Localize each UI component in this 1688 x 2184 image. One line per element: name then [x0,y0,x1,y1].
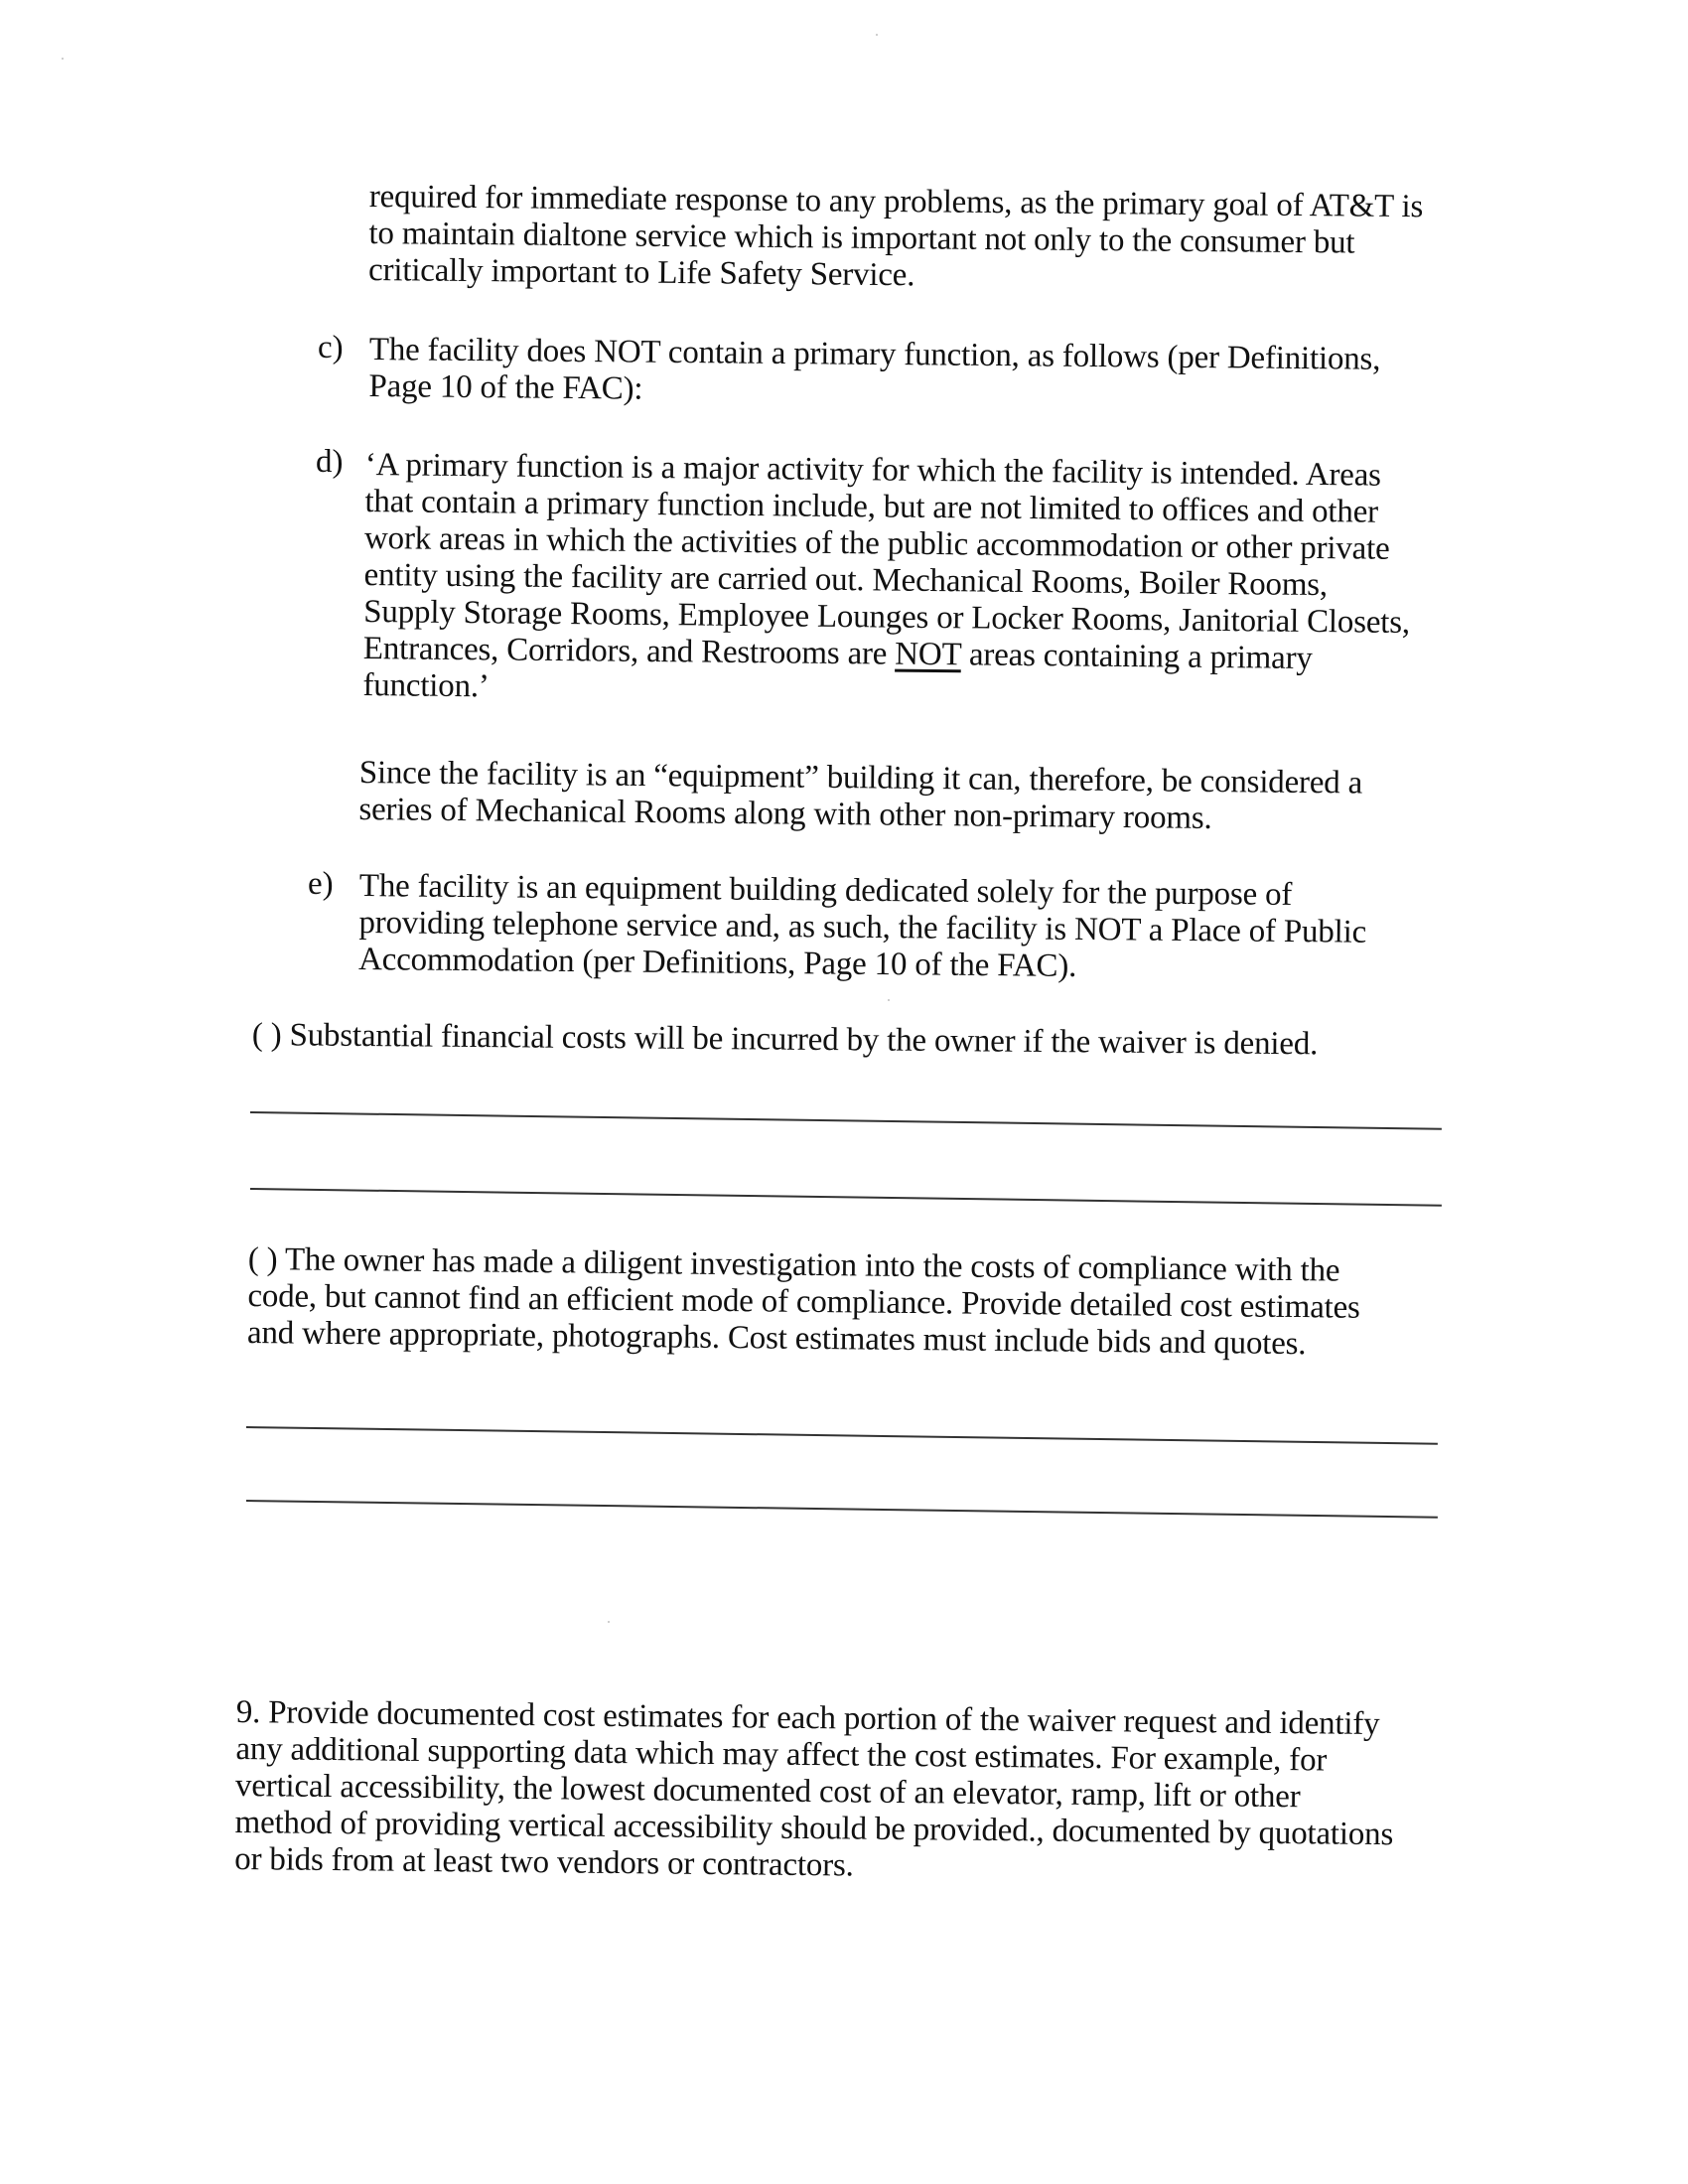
text-line: any additional supporting data which may affect the cost estimates. For example, for [235,1730,1328,1779]
text-line: work areas in which the activities of the public accommodation or other private [363,519,1390,567]
text-fragment: Entrances, Corridors, and Restrooms are [362,630,896,672]
text-line: and where appropriate, photographs. Cost estimates must include bids and quotes. [246,1314,1307,1363]
item-9-text [234,1694,1394,1890]
scan-speck [608,1621,610,1623]
item-e-label: e) [308,866,334,902]
text-line: required for immediate response to any problems, as the primary goal of AT&T is [368,179,1424,225]
text-line: method of providing vertical accessibility should be provided., documented by quotations [234,1804,1394,1853]
answer-line-financial-2[interactable] [250,1188,1442,1207]
text-line: Accommodation (per Definitions, Page 10 of the FAC). [357,941,1077,984]
text-line: The facility does NOT contain a primary function, as follows (per Definitions, [368,332,1381,377]
text-fragment: The owner has made a diligent investigation into the costs of compliance with the [284,1241,1340,1289]
item-d-label: d) [316,444,344,480]
item-e-text [358,868,1367,988]
text-line: providing telephone service and, as such, the facility is NOT a Place of Public [358,904,1367,950]
answer-line-investigation-1[interactable] [246,1426,1438,1445]
financial-costs-option [252,1017,1319,1063]
paragraph-b-continuation [368,179,1423,299]
text-line: or bids from at least two vendors or contractors. [234,1840,854,1884]
text-line: Supply Storage Rooms, Employee Lounges or Locker Rooms, Janitorial Closets, [363,593,1411,642]
text-line: The facility is an equipment building dedicated solely for the purpose of [358,868,1293,914]
underlined-not: NOT [895,636,962,673]
text-line: vertical accessibility, the lowest documented cost of an elevator, ramp, lift or other [234,1767,1301,1816]
financial-costs-text: Substantial financial costs will be incurred by the owner if the waiver is denied. [289,1017,1319,1063]
text-line: function.’ [362,666,490,705]
investigation-option [247,1241,1360,1364]
item-c-label: c) [318,330,344,365]
answer-line-financial-1[interactable] [250,1111,1442,1130]
text-line: that contain a primary function include, but are not limited to offices and other [364,483,1379,530]
scan-speck [888,999,890,1001]
text-fragment: areas containing a primary [960,637,1313,676]
answer-line-investigation-2[interactable] [246,1500,1438,1519]
text-line: Page 10 of the FAC): [368,367,643,407]
text-line: series of Mechanical Rooms along with other non-primary rooms. [358,791,1212,836]
item-c-text [368,332,1380,415]
text-line: critically important to Life Safety Service. [367,251,915,294]
text-line: Since the facility is an “equipment” building it can, therefore, be considered a [358,755,1363,801]
scan-speck [876,34,878,36]
text-line: entity using the facility are carried out. Mechanical Rooms, Boiler Rooms, [363,556,1329,604]
text-line: 9. Provide documented cost estimates for each portion of the waiver request and identify [235,1694,1380,1743]
item-d-followup [358,755,1362,839]
scan-speck [62,58,64,60]
text-line: ‘A primary function is a major activity for which the facility is intended. Areas [364,447,1381,494]
item-d-quote [362,447,1411,715]
investigation-checkbox[interactable]: ( ) [247,1241,278,1278]
financial-costs-checkbox[interactable]: ( ) [251,1017,282,1054]
text-line: code, but cannot find an efficient mode of compliance. Provide detailed cost estimates [247,1277,1360,1326]
text-line: to maintain dialtone service which is important not only to the consumer but [368,215,1355,261]
